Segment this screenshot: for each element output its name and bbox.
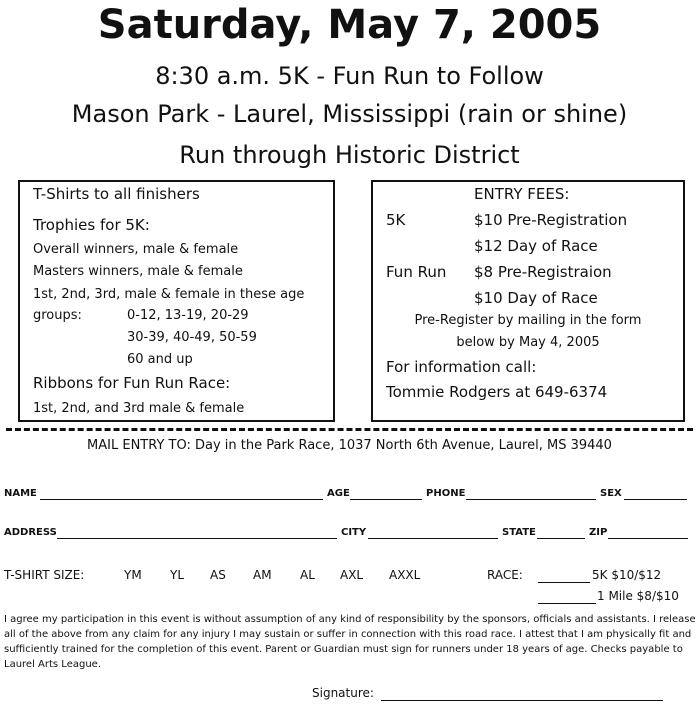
race-label: RACE: [487, 568, 523, 582]
masters-winners: Masters winners, male & female [33, 264, 243, 279]
state-label: STATE [502, 527, 536, 538]
info-label: For information call: [386, 358, 537, 376]
address-field[interactable] [57, 538, 337, 539]
tshirt-option-yl[interactable]: YL [170, 568, 185, 582]
fee-5k-day: $12 Day of Race [474, 237, 598, 255]
age-places: 1st, 2nd, 3rd, male & female in these age [33, 287, 305, 302]
race-1mile-option: 1 Mile $8/$10 [597, 589, 679, 603]
race-1mile-field[interactable] [538, 603, 596, 604]
city-label: CITY [341, 527, 367, 538]
sex-label: SEX [600, 488, 622, 499]
event-route: Run through Historic District [179, 141, 520, 169]
address-label: ADDRESS [4, 527, 57, 538]
fees-title: ENTRY FEES: [474, 185, 570, 203]
phone-field[interactable] [466, 499, 596, 500]
age-groups-2: 30-39, 40-49, 50-59 [127, 330, 257, 345]
name-label: NAME [4, 488, 37, 499]
sex-field[interactable] [624, 499, 687, 500]
tshirts-note: T-Shirts to all finishers [33, 185, 200, 203]
tshirt-option-as[interactable]: AS [210, 568, 226, 582]
overall-winners: Overall winners, male & female [33, 242, 239, 257]
preregister-note-2: below by May 4, 2005 [456, 335, 600, 350]
race-5k-field[interactable] [538, 582, 590, 583]
name-field[interactable] [40, 499, 323, 500]
fee-funrun-label: Fun Run [386, 263, 447, 281]
trophies-title: Trophies for 5K: [33, 216, 150, 234]
signature-field[interactable] [381, 700, 663, 701]
state-field[interactable] [537, 538, 585, 539]
age-groups-3: 60 and up [127, 352, 193, 367]
liability-waiver: I agree my participation in this event is without assumption of any kind of responsibility by the sponsors, officials and assistants. I release all of the above from any claim for any injury I may sustain or suffer in connection with this road race. I attest that I am physically fit and sufficiently trained for the completion of this event. Parent or Guardian must sign for runners under 18 years of age. Checks payable to Laurel Arts League. [4, 614, 696, 670]
awards-box [18, 180, 335, 422]
ribbons-places: 1st, 2nd, and 3rd male & female [33, 401, 245, 416]
age-groups-1: 0-12, 13-19, 20-29 [127, 308, 249, 323]
groups-label: groups: [33, 308, 82, 323]
contact-info: Tommie Rodgers at 649-6374 [386, 383, 608, 401]
phone-label: PHONE [426, 488, 466, 499]
tshirt-option-axl[interactable]: AXL [340, 568, 364, 582]
fee-5k-pre: $10 Pre-Registration [474, 211, 628, 229]
entry-fees-box [371, 180, 685, 422]
tshirt-option-axxl[interactable]: AXXL [389, 568, 421, 582]
preregister-note-1: Pre-Register by mailing in the form [414, 313, 642, 328]
fee-5k-label: 5K [386, 211, 406, 229]
zip-label: ZIP [589, 527, 608, 538]
event-location: Mason Park - Laurel, Mississippi (rain or shine) [71, 100, 628, 128]
tshirt-size-label: T-SHIRT SIZE: [4, 568, 85, 582]
event-time: 8:30 a.m. 5K - Fun Run to Follow [155, 62, 544, 90]
mail-entry-address: MAIL ENTRY TO: Day in the Park Race, 1037 North 6th Avenue, Laurel, MS 39440 [87, 438, 612, 453]
ribbons-title: Ribbons for Fun Run Race: [33, 374, 231, 392]
fee-funrun-pre: $8 Pre-Registraion [474, 263, 612, 281]
event-date: Saturday, May 7, 2005 [97, 2, 602, 48]
cut-line [6, 428, 693, 431]
tshirt-option-al[interactable]: AL [300, 568, 315, 582]
age-label: AGE [327, 488, 350, 499]
age-field[interactable] [350, 499, 422, 500]
zip-field[interactable] [608, 538, 688, 539]
signature-label: Signature: [312, 686, 374, 700]
race-5k-option: 5K $10/$12 [592, 568, 662, 582]
city-field[interactable] [368, 538, 498, 539]
tshirt-option-am[interactable]: AM [253, 568, 272, 582]
tshirt-option-ym[interactable]: YM [124, 568, 142, 582]
fee-funrun-day: $10 Day of Race [474, 289, 598, 307]
